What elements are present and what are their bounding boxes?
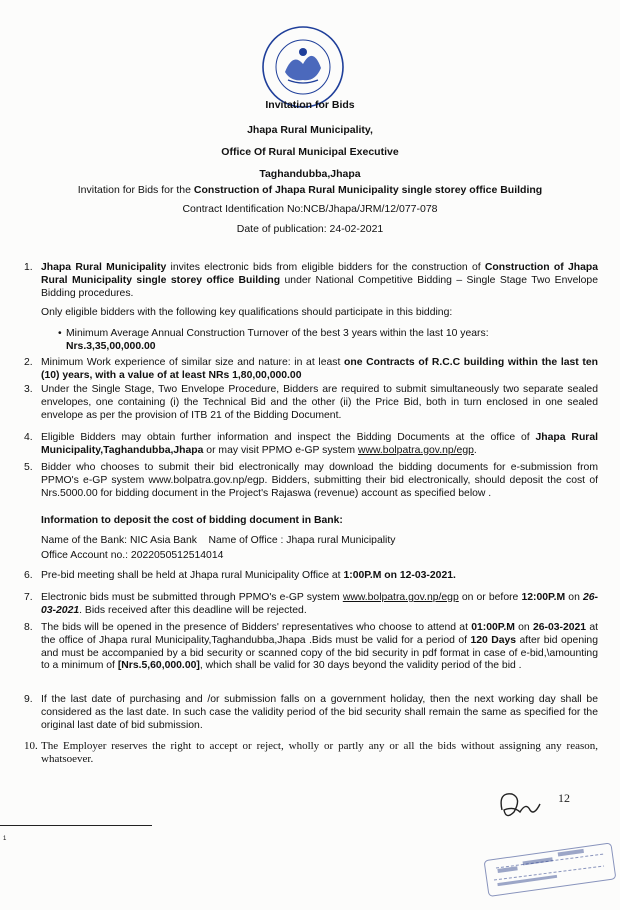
- office-name: Office Of Rural Municipal Executive: [221, 146, 399, 158]
- municipality-name: Jhapa Rural Municipality,: [247, 124, 373, 136]
- bank-heading: Information to deposit the cost of bidding document in Bank:: [41, 515, 343, 526]
- bid-title-prefix: Invitation for Bids for the: [77, 184, 194, 196]
- clause-text-part: after bid opening and must be accompanied by a bid security or scanned copy of the bid security in pdf format in case of e-bid,\amounting to a minimum of: [41, 634, 598, 672]
- bid-title-project: Construction of Jhapa Rural Municipality single storey office Building: [193, 184, 543, 196]
- clause-text: Bidder who chooses to submit their bid electronically may download the bidding documents for e-submission from PPMO's e-GP system www.bolpatra.gov.np/egp. Bidders, submitting their bid electronically, should deposit the cost of Nrs.5000.00 for bidding document in the Project's Rajaswa (revenue) account as specified below .: [41, 462, 598, 499]
- bid-title: [0, 183, 620, 197]
- clause-text-part: on: [514, 622, 533, 633]
- clause-text: [41, 570, 598, 583]
- bank-name: Name of the Bank: NIC Asia Bank: [41, 535, 197, 546]
- clause-text-part: under National Competitive Bidding – Single Stage Two Envelope Bidding procedures.: [41, 274, 598, 299]
- clause-text-part: 120 Days: [470, 634, 517, 646]
- clause-text-part: Pre-bid meeting shall be held at Jhapa rural Municipality Office at: [41, 570, 344, 581]
- clause-number: 7.: [24, 592, 33, 603]
- location-line: Taghandubba,Jhapa: [259, 168, 361, 180]
- clause-text-part: 12:00P.M: [521, 592, 566, 603]
- clause-text: [41, 622, 598, 673]
- clause-text-part: one Contracts of R.C.C building within the last ten (10) years, with a value of at least NRs 1,80,00,000.00: [41, 357, 599, 381]
- clause-number: 6.: [24, 570, 33, 581]
- clause-number: 10.: [24, 740, 38, 752]
- clause-text-part: . Bids received after this deadline will be rejected.: [79, 604, 307, 616]
- clause-text-part: 1:00P.M on 12-03-2021.: [343, 570, 456, 581]
- publication-date: Date of publication: 24-02-2021: [236, 223, 384, 235]
- clause-number: 5.: [24, 462, 33, 473]
- egp-link[interactable]: www.bolpatra.gov.np/egp: [357, 444, 474, 456]
- clause-text-part: invites electronic bids from eligible bidders for the construction of: [166, 262, 485, 273]
- clause-number: 1.: [24, 262, 33, 273]
- clause-text-part: .: [473, 444, 477, 456]
- clause-text-part: Construction of Jhapa Rural Municipality single storey office Building: [41, 262, 598, 286]
- clause-number: 2.: [24, 357, 33, 368]
- clause-text-part: Minimum Work experience of similar size and nature: in at least: [41, 357, 345, 368]
- clause-text-part: Jhapa Rural Municipality: [41, 262, 167, 273]
- bullet-text: [66, 328, 598, 354]
- clause-text-part: Electronic bids must be submitted through PPMO's e-GP system: [41, 592, 343, 603]
- clause-text-part: on: [565, 592, 583, 603]
- clause-text: If the last date of purchasing and /or submission falls on a government holiday, then the next working day shall be considered as the last date. In such case the validity period of the bid security shall remain the same as specified for the original last date of bid submission.: [41, 694, 598, 731]
- turnover-amount: Nrs.3,35,00,000.00: [66, 340, 156, 352]
- eligibility-note: Only eligible bidders with the following key qualifications should participate in this bidding:: [41, 307, 453, 318]
- bank-office-name: Name of Office : Jhapa rural Municipality: [208, 535, 396, 546]
- clause-text-part: 01:00P.M: [471, 622, 515, 633]
- clause-text-part: 26-03-2021: [41, 592, 598, 616]
- clause-text-part: Eligible Bidders may obtain further information and inspect the Bidding Documents at the office of: [41, 432, 536, 443]
- invitation-heading: Invitation for Bids: [265, 99, 355, 111]
- clause-text: [41, 432, 598, 458]
- bullet-text-part: Minimum Average Annual Construction Turnover of the best 3 years within the last 10 years:: [66, 328, 489, 339]
- clause-text: The Employer reserves the right to accept or reject, wholly or partly any or all the bids without assigning any reason, whatsoever.: [41, 740, 598, 765]
- clause-text-part: at the office of Jhapa rural Municipality,Taghandubba,Jhapa .Bids must be valid for a period of: [41, 622, 598, 646]
- clause-text: [41, 357, 598, 383]
- signature-date: 12: [558, 791, 570, 805]
- clause-text-part: Jhapa Rural Municipality,Taghandubba,Jhapa: [41, 432, 598, 456]
- bank-details: [41, 535, 598, 548]
- clause-text-part: or may visit PPMO e-GP system: [203, 444, 358, 456]
- clause-text: Under the Single Stage, Two Envelope Procedure, Bidders are required to submit simultaneously two separate sealed envelopes, one containing (i) the Technical Bid and the other (ii) the Price Bid, both in turn enclosed in one sealed envelope as per the provision of ITB 21 of the Bidding Document.: [41, 384, 598, 421]
- clause-text-part: , which shall be valid for 30 days beyond the validity period of the bid .: [199, 660, 522, 672]
- clause-number: 9.: [24, 694, 33, 705]
- clause-text-part: [Nrs.5,60,000.00]: [117, 660, 200, 672]
- footnote-divider: [0, 825, 152, 826]
- clause-number: 4.: [24, 432, 33, 443]
- clause-text: [41, 262, 598, 300]
- clause-text-part: The bids will be opened in the presence of Bidders' representatives who choose to attend at: [41, 622, 472, 633]
- office-stamp-icon: [478, 822, 618, 910]
- egp-link[interactable]: www.bolpatra.gov.np/egp: [342, 592, 459, 603]
- clause-text-part: on or before: [458, 592, 522, 603]
- clause-number: 8.: [24, 622, 33, 633]
- clause-text: [41, 592, 598, 618]
- bank-account: Office Account no.: 2022050512514014: [41, 550, 224, 561]
- bullet-icon: •: [58, 328, 62, 339]
- clause-number: 3.: [24, 384, 33, 395]
- contract-id: Contract Identification No:NCB/Jhapa/JRM/12/077-078: [182, 203, 438, 215]
- footnote-marker: 1: [3, 836, 7, 842]
- clause-text-part: 26-03-2021: [532, 622, 587, 633]
